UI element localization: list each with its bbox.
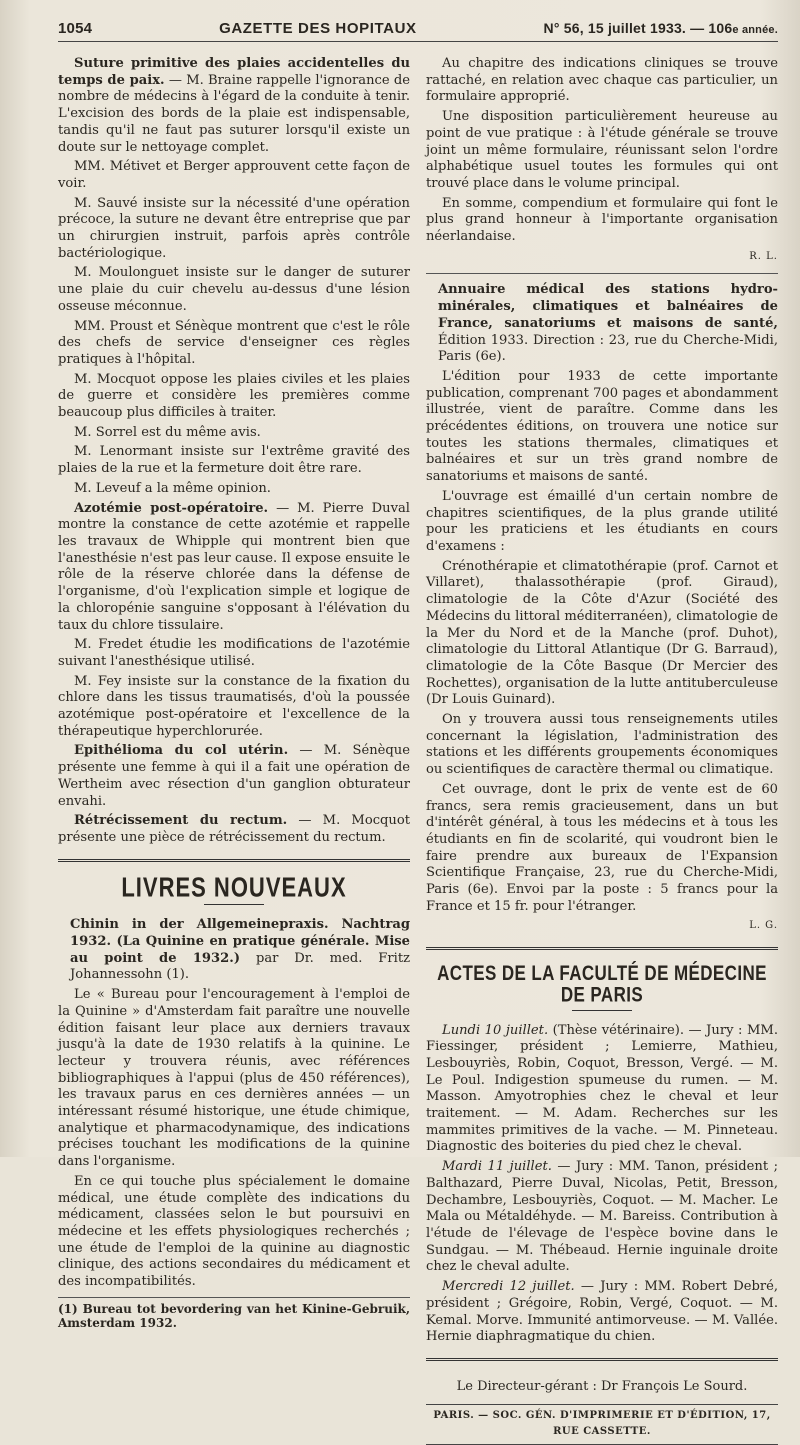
gerant-line: Le Directeur-gérant : Dr François Le Sourd. bbox=[456, 1378, 748, 1394]
issue-text: N° 56, 15 juillet 1933. — 106 bbox=[543, 20, 733, 36]
printer-line: PARIS. — SOC. GÉN. D'IMPRIMERIE ET D'ÉDITION, 17, RUE CASSETTE. bbox=[426, 1404, 778, 1445]
right-paragraph-8: Cet ouvrage, dont le prix de vente est de 60 francs, sera remis gracieusement, dans un but d'intérêt général, à tous les médecins et à tous les étudiants en fin de scolarité, qui voudront bien le faire prendre aux bureaux de l'Expansion Scientifique Française, 23, rue du Cherche-Midi, Paris (6e). Envoi par la poste : 5 francs pour la France et 15 fr. pour l'étranger. bbox=[426, 781, 778, 914]
issue-year-suffix: e année. bbox=[732, 24, 778, 36]
mardi-entry bbox=[426, 1159, 778, 1276]
paragraph-4: M. Moulonguet insiste sur le danger de suturer une plaie du cuir chevelu au-dessus d'une lésion osseuse méconnue. bbox=[58, 265, 410, 314]
paragraph-12: M. Fey insiste sur la constance de la fixation du chlore dans les tissus traumatisés, d'où la poussée azotémique post-opératoire et l'excellence de la thérapeutique hyperchlorurée. bbox=[58, 673, 410, 739]
azotemie-title: Azotémie post-opératoire. bbox=[74, 500, 269, 516]
paragraph-11: M. Fredet étudie les modifications de l'azotémie suivant l'anesthésique utilisé. bbox=[58, 637, 410, 669]
azotemie-text: — M. Pierre Duval montre la constance de cette azotémie et rappelle les travaux de Whipple qui montrent bien que l'anesthésie n'est pas leur cause. Il expose ensuite le rôle de la réserve chlorée dans la défense de l'organisme, d'où l'explication simple et logique de la chloropénie sanguine s'opposant à l'élévation du taux du chlore tissulaire. bbox=[58, 500, 410, 633]
annuaire-entry bbox=[426, 282, 778, 366]
paragraph-8: M. Lenormant insiste sur l'extrême gravité des plaies de la rue et la fermeture doit être rare. bbox=[58, 444, 410, 477]
chinin-paragraph-1: Le « Bureau pour l'encouragement à l'emploi de la Quinine » d'Amsterdam fait paraître une nouvelle édition faisant leur place aux derniers travaux jusqu'à la date de 1930 relatifs à la quinine. Le lecteur y trouvera réunis, avec références bibliographiques à l'appui (plus de 450 références), les travaux parus en ces dernières années — un intéressant résumé historique, une étude chimique, analytique et pharmacodynamique, des indications précises touchant les modifications de la quinine dans l'organisme. bbox=[58, 987, 410, 1170]
journal-title: GAZETTE DES HOPITAUX bbox=[219, 20, 417, 37]
section-divider-right bbox=[426, 947, 778, 950]
right-paragraph-6: Crénothérapie et climatothérapie (prof. Carnot et Villaret), thalassothérapie (prof. Giraud), climatologie de la Côte d'Azur (Société des Médecins du littoral méditerranéen), climatologie de la Mer du Nord et de la Manche (prof. Duhot), climatologie du Littoral Atlantique (Dr G. Barraud), climatologie de la Côte Basque (Dr Mercier des Rochettes), organisation de la lutte antituberculeuse (Dr Louis Guinard). bbox=[426, 558, 778, 708]
left-column bbox=[58, 56, 410, 1445]
chinin-entry bbox=[58, 917, 410, 984]
footnote: (1) Bureau tot bevordering van het Kinine-Gebruik, Amsterdam 1932. bbox=[58, 1297, 410, 1330]
divider bbox=[426, 273, 778, 274]
lundi-entry bbox=[426, 1023, 778, 1157]
right-paragraph-1: Au chapitre des indications cliniques se trouve rattaché, en relation avec chaque cas particulier, un formulaire approprié. bbox=[426, 56, 778, 105]
chinin-title: Chinin in der Allgemeinepraxis. Nachtrag 1932. (La Quinine en pratique générale. Mise au point de 1932.) bbox=[70, 917, 410, 966]
suture-text: — M. Braine rappelle l'ignorance de nombre de médecins à l'égard de la conduite à tenir. L'excision des bords de la plaie est indispensable, tandis qu'il ne faut pas suturer lorsqu'il existe un doute sur le nettoyage complet. bbox=[58, 72, 410, 155]
paragraph-9: M. Leveuf a la même opinion. bbox=[74, 480, 271, 496]
short-rule bbox=[204, 904, 264, 905]
paragraph-3: M. Sauvé insiste sur la nécessité d'une opération précoce, la suture ne devant être entreprise que par un chirurgien instruit, parfois après contrôle bactériologique. bbox=[58, 195, 410, 261]
suture-title: Suture primitive des plaies accidentelles du temps de paix. bbox=[58, 56, 410, 88]
actes-title: ACTES DE LA FACULTÉ DE MÉDECINE DE PARIS bbox=[437, 961, 767, 1007]
paragraph-7: M. Sorrel est du même avis. bbox=[74, 424, 261, 440]
suture-paragraph bbox=[58, 56, 410, 156]
lundi-text: (Thèse vétérinaire). — Jury : MM. Fiessinger, président ; Lemierre, Mathieu, Lesbouyriès, Robin, Coquot, Bresson, Vergé. — M. Le Poul. Indigestion spumeuse du rumen. — M. Masson. Amyotrophies chez le cheval et leur traitement. — M. Adam. Recherches sur les mammites primitives de la vache. — M. Pinneteau. Diagnostic des boiteries du pied chez le cheval. bbox=[426, 1022, 778, 1155]
epithelioma-title: Epithélioma du col utérin. bbox=[74, 743, 289, 759]
issue-info bbox=[544, 20, 778, 36]
mercredi-entry bbox=[426, 1279, 778, 1346]
paragraph-5: MM. Proust et Sénèque montrent que c'est le rôle des chefs de service d'enseigner ces règles pratiques à l'hôpital. bbox=[58, 318, 410, 367]
right-paragraph-2: Une disposition particulièrement heureuse au point de vue pratique : à l'étude générale se trouve joint un même formulaire, réunissant selon l'ordre alphabétique usuel toutes les formules qui ont trouvé place dans le volume principal. bbox=[426, 109, 778, 191]
right-column bbox=[426, 56, 778, 1445]
epithelioma-text: — M. Sénèque présente une femme à qui il a fait une opération de Wertheim avec résection d'un ganglion obturateur envahi. bbox=[58, 743, 410, 809]
retrecissement-text: — M. Mocquot présente une pièce de rétrécissement du rectum. bbox=[58, 813, 410, 845]
retrecissement-title: Rétrécissement du rectum. bbox=[74, 813, 288, 829]
page-number: 1054 bbox=[58, 20, 93, 37]
signature-rl: R. L. bbox=[749, 250, 778, 262]
section-divider bbox=[58, 859, 410, 862]
page-header bbox=[58, 20, 778, 42]
right-paragraph-7: On y trouvera aussi tous renseignements utiles concernant la législation, l'administration des stations et les différents groupements économiques ou scientifiques de caractère thermal ou climatique. bbox=[426, 712, 778, 778]
retrecissement-paragraph bbox=[58, 813, 410, 846]
livres-nouveaux-title: LIVRES NOUVEAUX bbox=[121, 871, 347, 903]
chinin-author: par Dr. med. Fritz Johannessohn (1). bbox=[70, 950, 410, 983]
annuaire-info: Édition 1933. Direction : 23, rue du Cherche-Midi, Paris (6e). bbox=[438, 332, 778, 365]
mardi-text: — Jury : MM. Tanon, président ; Balthazard, Pierre Duval, Nicolas, Petit, Bresson, Dechambre, Lesbouyriès, Coquot. — M. Macher. Le Mala ou Métaldéhyde. — M. Bareiss. Contribution à l'étude de l'élevage de l'espèce bovine dans le Sundgau. — M. Thébeaud. Hernie inguinale droite chez le cheval adulte. bbox=[426, 1159, 778, 1275]
chinin-paragraph-2: En ce qui touche plus spécialement le domaine médical, une étude complète des indications du médicament, classées selon le but poursuivi en médecine et les effets physiologiques recherchés ; une étude de l'emploi de la quinine au diagnostic clinique, des actions secondaires du médicament et des incompatibilités. bbox=[58, 1173, 410, 1290]
right-paragraph-4: L'édition pour 1933 de cette importante publication, comprenant 700 pages et abondamment illustrée, vient de paraître. Comme dans les précédentes éditions, on trouvera une notice sur toutes les stations thermales, climatiques et balnéaires et sur un très grand nombre de sanatoriums et maisons de santé. bbox=[426, 368, 778, 485]
mercredi-text: — Jury : MM. Robert Debré, président ; Grégoire, Robin, Vergé, Coquot. — M. Kemal. Morve. Immunité antimorveuse. — M. Vallée. Hernie diaphragmatique du chien. bbox=[426, 1279, 778, 1345]
paragraph-6: M. Mocquot oppose les plaies civiles et les plaies de guerre et considère les premières comme beaucoup plus difficiles à traiter. bbox=[58, 371, 410, 421]
right-paragraph-3: En somme, compendium et formulaire qui font le plus grand honneur à l'importante organisation néerlandaise. bbox=[426, 195, 778, 245]
signature-lg: L. G. bbox=[749, 920, 778, 932]
bottom-divider bbox=[426, 1358, 778, 1361]
short-rule-right bbox=[572, 1010, 632, 1011]
annuaire-title: Annuaire médical des stations hydro-minérales, climatiques et balnéaires de France, sanatoriums et maisons de santé, bbox=[438, 282, 778, 331]
mardi-date: Mardi 11 juillet. bbox=[442, 1159, 552, 1175]
epithelioma-paragraph bbox=[58, 743, 410, 810]
mercredi-date: Mercredi 12 juillet. bbox=[442, 1279, 575, 1295]
paragraph-2: MM. Métivet et Berger approuvent cette façon de voir. bbox=[58, 159, 410, 191]
lundi-date: Lundi 10 juillet. bbox=[442, 1022, 549, 1038]
right-paragraph-5: L'ouvrage est émaillé d'un certain nombre de chapitres scientifiques, de la plus grande utilité pour les praticiens et les étudiants en cours d'examens : bbox=[426, 488, 778, 554]
azotemie-paragraph bbox=[58, 501, 410, 635]
